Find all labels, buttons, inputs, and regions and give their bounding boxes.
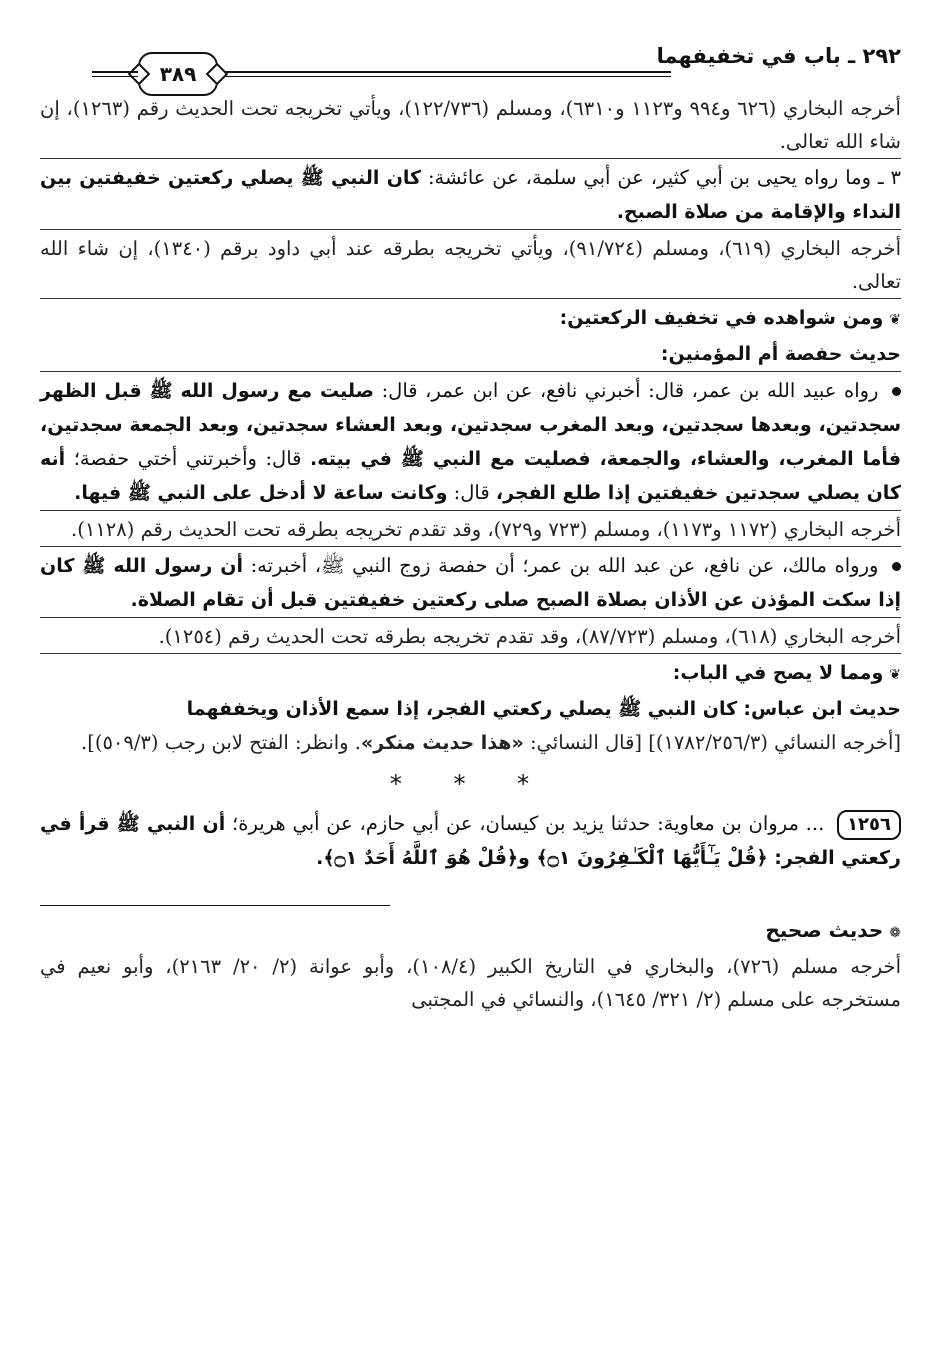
header-rule: [215, 71, 671, 73]
header-rule-thin: [215, 76, 671, 77]
page-number: ٣٨٩: [159, 62, 197, 86]
narration-paragraph: [40, 371, 901, 510]
narration-chain: رواه عبيد الله بن عمر، قال: أخبرني نافع، عن ابن عمر، قال:: [381, 379, 879, 402]
narration-chain: ... مروان بن معاوية: حدثنا يزيد بن كيسان، عن أبي حازم، عن أبي هريرة؛: [232, 812, 825, 835]
hadith-matn: كان النبي ﷺ يصلي ركعتين خفيفتين بين النداء والإقامة من صلاة الصبح.: [40, 167, 901, 223]
leaf-icon: ❦: [889, 312, 901, 328]
takhrij-paragraph: أخرجه البخاري (٦٢٦ و٩٩٤ و١١٢٣ و٦٣١٠)، ومسلم (١٢٢/٧٣٦)، ويأتي تخريجه تحت الحديث رقم (١٢٦٣)، إن شاء الله تعالى.: [40, 97, 901, 153]
nasai-verdict: «هذا حديث منكر»: [361, 732, 524, 754]
narration-paragraph: [40, 158, 901, 229]
hadith-matn: صليت مع رسول الله ﷺ قبل الظهر سجدتين، وبعدها سجدتين، وبعد المغرب سجدتين، وبعد العشاء سجدتين، وبعد الجمعة سجدتين، فأما المغرب، والعشاء، والجمعة، فصليت مع النبي ﷺ في بيته.: [40, 380, 902, 470]
header-rule-left: [92, 71, 138, 73]
narration-chain: ٣ ـ وما رواه يحيى بن أبي كثير، عن أبي سلمة، عن عائشة:: [427, 166, 901, 189]
section-heading: ❦ومن شواهده في تخفيف الركعتين:: [40, 298, 901, 337]
takhrij-paragraph: أخرجه البخاري (٦١٩)، ومسلم (٩١/٧٢٤)، ويأتي تخريجه بطرقه عند أبي داود برقم (١٣٤٠)، إن شاء الله تعالى.: [40, 229, 901, 298]
page-number-badge: [138, 52, 218, 96]
footnote-text: أخرجه مسلم (٧٢٦)، والبخاري في التاريخ الكبير (١٠٨/٤)، وأبو عوانة (٢/ ٢٠/ ٢١٦٣)، وأبو نعيم في مستخرجه على مسلم (٢/ ٣٢١/ ١٦٤٥)، والنسائي في المجتبى: [40, 955, 901, 1011]
footnote-heading: ❁حديث صحيح: [40, 914, 901, 950]
narration-paragraph: [40, 546, 901, 617]
takhrij-paragraph: أخرجه البخاري (١١٧٢ و١١٧٣)، ومسلم (٧٢٣ و٧٢٩)، وقد تقدم تخريجه بطرقه تحت الحديث رقم (١١٢٨).: [40, 510, 901, 546]
book-page: [40, 30, 901, 1350]
hadith-matn: وكانت ساعة لا أدخل على النبي ﷺ فيها.: [74, 482, 448, 504]
hadith-matn: كان النبي ﷺ يصلي ركعتي الفجر، إذا سمع الأذان ويخففهما: [186, 698, 738, 720]
narration-chain: حديث ابن عباس:: [743, 698, 901, 720]
bullet-icon: [892, 562, 901, 571]
leaf-icon: ❦: [889, 667, 901, 683]
page-header: [40, 30, 901, 92]
hadith-matn: أن النبي ﷺ قرأ في ركعتي الفجر: ﴿قُلْ يَـٰٓأَيُّهَا ٱلْكَـٰفِرُونَ ۝١﴾ و﴿قُلْ هُوَ ٱللَّهُ أَحَدٌ ۝١﴾.: [40, 813, 901, 869]
narration-chain: قال:: [453, 481, 490, 504]
bullet-icon: [892, 387, 901, 396]
takhrij-paragraph: أخرجه البخاري (٦١٨)، ومسلم (٨٧/٧٢٣)، وقد تقدم تخريجه بطرقه تحت الحديث رقم (١٢٥٤).: [40, 617, 901, 653]
section-heading: حديث حفصة أم المؤمنين:: [660, 343, 901, 365]
hadith-number-badge: ١٢٥٦: [837, 810, 901, 840]
page-body: [40, 92, 901, 1016]
takhrij-paragraph: [أخرجه النسائي (١٧٨٢/٢٥٦/٣)] [قال النسائي: «هذا حديث منكر». وانظر: الفتح لابن رجب (٥٠٩/٣)].: [81, 731, 901, 754]
narration-chain: ورواه مالك، عن نافع، عن عبد الله بن عمر؛ أن حفصة زوج النبي ﷺ، أخبرته:: [250, 554, 879, 577]
running-title: ٢٩٢ ـ باب في تخفيفهما: [656, 44, 901, 68]
ornament-icon: ❁: [889, 925, 901, 941]
hadith-paragraph: [40, 807, 901, 875]
footnote-separator: [40, 905, 390, 906]
narration-chain: قال: وأخبرتني أختي حفصة؛: [73, 447, 302, 470]
hadith-matn: أن رسول الله ﷺ كان إذا سكت المؤذن عن الأذان بصلاة الصبح صلى ركعتين خفيفتين قبل أن تقام الصلاة.: [40, 555, 901, 611]
section-divider-stars: * * *: [389, 770, 552, 798]
narration-paragraph: [40, 692, 901, 726]
header-rule-left-thin: [92, 76, 138, 77]
section-heading: ❦ومما لا يصح في الباب:: [40, 653, 901, 692]
hadith-matn: أنه كان يصلي سجدتين خفيفتين إذا طلع الفجر،: [40, 448, 901, 504]
